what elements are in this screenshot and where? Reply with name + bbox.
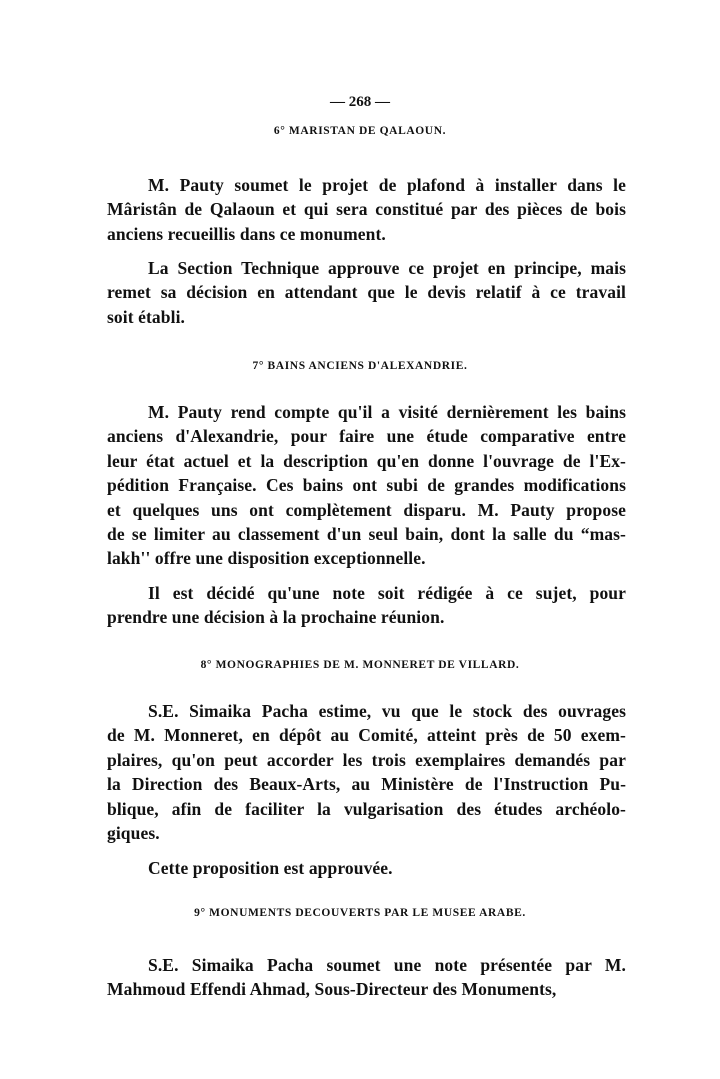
section-heading: 9° MONUMENTS DECOUVERTS PAR LE MUSEE ARABE. [194,907,526,919]
paragraph-line: Il est décidé qu'une note soit rédigée à ce sujet, pour [148,583,626,603]
paragraph-line: Mâristân de Qalaoun et qui sera constitué par des pièces de bois [107,199,626,220]
paragraph-line: remet sa décision en attendant que le devis relatif à ce travail [107,282,626,303]
section-heading: 6° MARISTAN DE QALAOUN. [273,125,447,137]
section-heading: 7° BAINS ANCIENS D'ALEXANDRIE. [252,360,468,372]
paragraph-line: La Section Technique approuve ce projet en principe, mais [148,258,626,278]
paragraph-line: de se limiter au classement d'un seul bain, dont la salle du “mas- [107,524,626,544]
paragraph-line: Cette proposition est approuvée. [148,858,393,878]
page-number: — 268 — [330,94,390,110]
paragraph-line: anciens recueillis dans ce monument. [107,223,386,244]
paragraph-line: anciens d'Alexandrie, pour faire une étude comparative entre [107,426,626,447]
paragraph-line: prendre une décision à la prochaine réunion. [107,607,445,628]
paragraph-line: blique, afin de faciliter la vulgarisation des études archéolo- [107,798,626,819]
paragraph-line: giques. [107,823,160,843]
paragraph-line: leur état actuel et la description qu'en donne l'ouvrage de l'Ex- [107,450,626,471]
paragraph-line: de M. Monneret, en dépôt au Comité, atteint près de 50 exem- [107,725,626,746]
paragraph-line: la Direction des Beaux-Arts, au Ministère de l'Instruction Pu- [107,774,626,795]
section-heading: 8° MONOGRAPHIES DE M. MONNERET DE VILLARD. [200,659,520,671]
paragraph-line: S.E. Simaika Pacha soumet une note présentée par M. [148,955,626,975]
paragraph-line: lakh'' offre une disposition exceptionnelle. [107,548,426,569]
paragraph-line: pédition Française. Ces bains ont subi de grandes modifications [107,475,626,496]
paragraph-line: Mahmoud Effendi Ahmad, Sous-Directeur des Monuments, [107,979,557,1000]
paragraph-line: et quelques uns ont complètement disparu. M. Pauty propose [107,499,626,520]
paragraph-line: soit établi. [107,306,186,327]
paragraph-line: M. Pauty rend compte qu'il a visité dernièrement les bains [148,402,626,422]
paragraph-line: M. Pauty soumet le projet de plafond à installer dans le [148,175,626,195]
paragraph-line: plaires, qu'on peut accorder les trois exemplaires demandés par [107,749,626,770]
paragraph-line: S.E. Simaika Pacha estime, vu que le stock des ouvrages [148,701,626,721]
